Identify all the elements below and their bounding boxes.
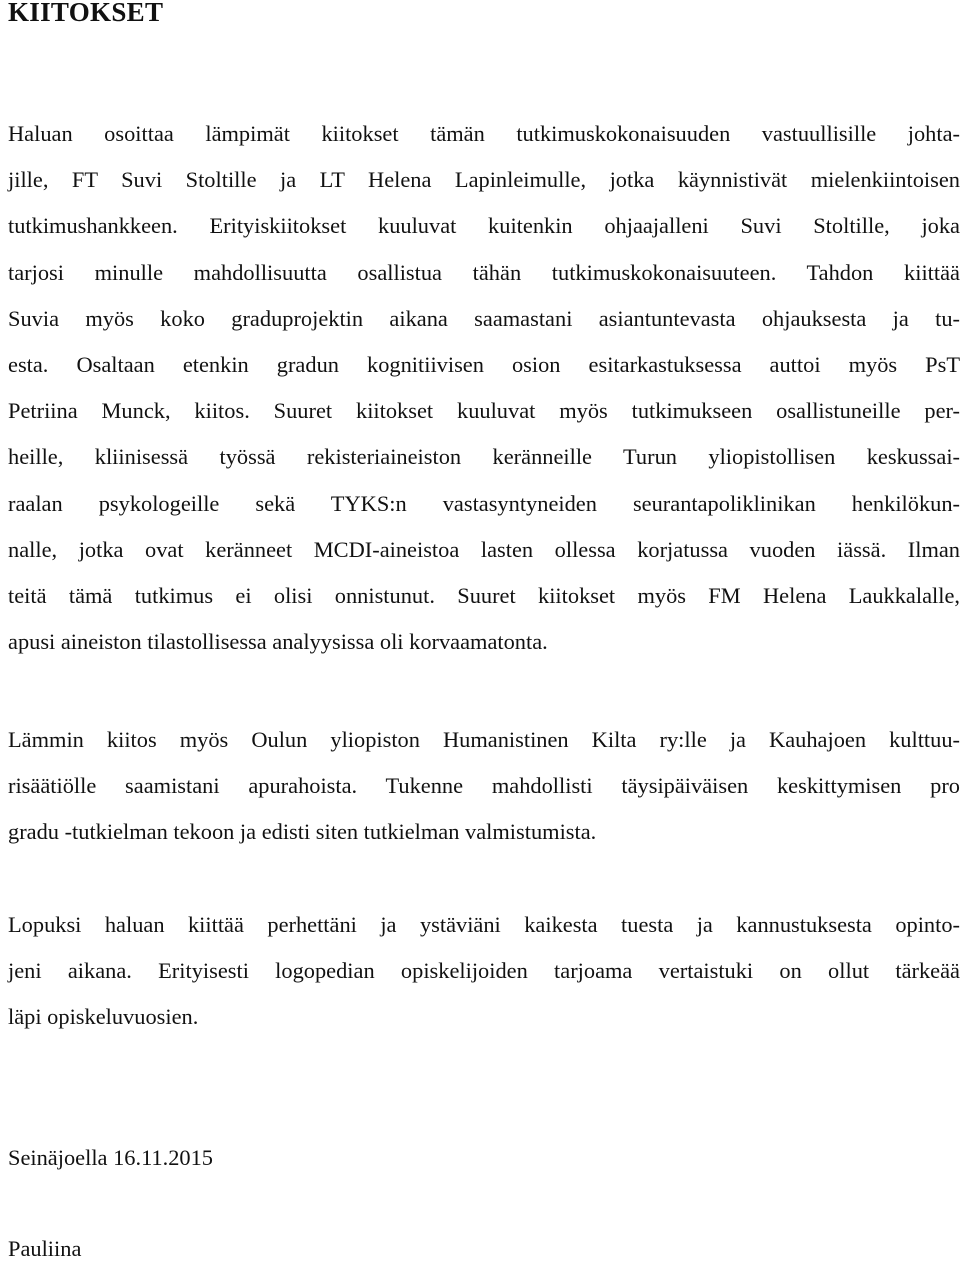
text-line: Lämmin kiitos myös Oulun yliopiston Humanistinen Kilta ry:lle ja Kauhajoen kulttuu- xyxy=(8,727,960,752)
text-line: jille, FT Suvi Stoltille ja LT Helena Lapinleimulle, jotka käynnistivät mielenkiintoisen xyxy=(8,167,960,193)
text-line: esta. Osaltaan etenkin gradun kognitiivisen osion esitarkastuksessa auttoi myös PsT xyxy=(8,352,960,378)
text-line: risäätiölle saamistani apurahoista. Tukenne mahdollisti täysipäiväisen keskittymisen pro xyxy=(8,773,960,799)
signature-name: Pauliina xyxy=(8,1236,82,1261)
place-and-date: Seinäjoella 16.11.2015 xyxy=(8,1145,214,1170)
text-line: Petriina Munck, kiitos. Suuret kiitokset kuuluvat myös tutkimukseen osallistuneille per- xyxy=(8,398,960,424)
text-line: tutkimushankkeen. Erityiskiitokset kuuluvat kuitenkin ohjaajalleni Suvi Stoltille, joka xyxy=(8,213,960,239)
text-line: tarjosi minulle mahdollisuutta osallistua tähän tutkimuskokonaisuuteen. Tahdon kiittää xyxy=(8,259,960,285)
text-line: gradu -tutkielman tekoon ja edisti siten tutkielman valmistumista. xyxy=(8,819,597,845)
text-line: heille, kliinisessä työssä rekisteriaineiston keränneille Turun yliopistollisen keskussai- xyxy=(8,444,960,470)
paragraph-acknowledgements-grants xyxy=(8,717,960,856)
text-line: Haluan osoittaa lämpimät kiitokset tämän tutkimuskokonaisuuden vastuullisille johta- xyxy=(8,121,960,146)
paragraph-acknowledgements-family xyxy=(8,902,960,1041)
text-line: raalan psykologeille sekä TYKS:n vastasyntyneiden seurantapoliklinikan henkilökun- xyxy=(8,490,960,516)
text-line: jeni aikana. Erityisesti logopedian opiskelijoiden tarjoama vertaistuki on ollut tärkeää xyxy=(8,958,960,984)
text-line: läpi opiskeluvuosien. xyxy=(8,1004,199,1030)
page-title: KIITOKSET xyxy=(8,0,164,27)
text-line: teitä tämä tutkimus ei olisi onnistunut. Suuret kiitokset myös FM Helena Laukkalalle, xyxy=(8,583,960,609)
text-line: Lopuksi haluan kiittää perhettäni ja ystäviäni kaikesta tuesta ja kannustuksesta opinto- xyxy=(8,912,960,937)
paragraph-acknowledgements-supervisors xyxy=(8,111,960,665)
text-line: Suvia myös koko graduprojektin aikana saamastani asiantuntevasta ohjauksesta ja tu- xyxy=(8,305,960,331)
text-line: apusi aineiston tilastollisessa analyysissa oli korvaamatonta. xyxy=(8,629,548,655)
text-line: nalle, jotka ovat keränneet MCDI-aineistoa lasten ollessa korjatussa vuoden iässä. Ilman xyxy=(8,536,960,562)
